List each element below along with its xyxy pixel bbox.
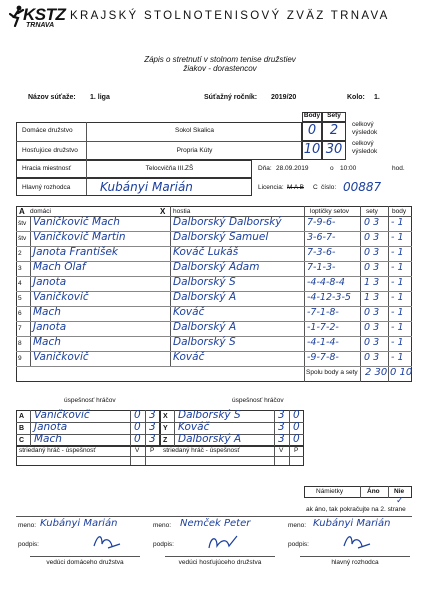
home-team-label: Domáce družstvo <box>22 127 73 134</box>
referee-value: Kubányi Marián <box>100 180 193 194</box>
match-row <box>0 261 424 276</box>
home-role: vedúci domáceho družstva <box>46 559 124 566</box>
match-points: - 1 <box>391 292 404 303</box>
match-row-label: 6 <box>18 310 22 317</box>
notes-no-mark: ✓ <box>396 496 404 506</box>
licence-c: C <box>313 184 318 191</box>
success-home-v: 0 <box>134 409 141 421</box>
ref-name-label: meno: <box>288 522 307 529</box>
match-away-player: Dalborský S <box>173 276 236 288</box>
match-score: 3-6-7- <box>307 232 336 243</box>
match-sets: 0 3 <box>364 352 380 363</box>
form-title-line2: žiakov - dorastencov <box>183 64 257 74</box>
match-score: -4-1-4- <box>307 337 339 348</box>
match-score: 7-9-6- <box>307 217 336 228</box>
sub-p-away: P <box>294 447 299 454</box>
match-home-player: Vaničkovič Mach <box>33 216 120 228</box>
match-away-player: Dalborský A <box>173 291 237 303</box>
away-role: vedúci hosťujúceho družstva <box>178 559 262 566</box>
success-away-v: 3 <box>278 433 285 445</box>
venue-label: Hracia miestnosť <box>22 165 72 172</box>
match-score: -9-7-8- <box>307 352 339 363</box>
match-away-player: Dalborský Dalborský <box>173 216 282 228</box>
logo-text: KSTZ <box>23 5 66 24</box>
match-row-label: 4 <box>18 280 22 287</box>
licence-label: Licencia: <box>258 184 284 191</box>
col-body: body <box>392 208 407 215</box>
match-points: - 1 <box>391 217 404 228</box>
logo-sub: TRNAVA <box>26 22 55 29</box>
match-away-player: Dalborský Adam <box>173 261 260 273</box>
success-away-name: Dalborský S <box>178 409 241 421</box>
success-home-row-letter: B <box>19 425 25 432</box>
ref-signature <box>340 532 380 552</box>
match-row <box>0 231 424 246</box>
match-score: 7-3-6- <box>307 247 336 258</box>
success-home-name: Janota <box>34 421 68 433</box>
licence-no-label: číslo: <box>321 184 337 191</box>
match-row <box>0 321 424 336</box>
success-home-p: 3 <box>149 421 156 433</box>
away-team-value: Propria Kúty <box>176 147 213 154</box>
licence-strike: M A B <box>287 184 304 191</box>
success-away-p: 0 <box>293 433 300 445</box>
match-points: - 1 <box>391 307 404 318</box>
away-name-label: meno: <box>153 522 172 529</box>
sub-label-home: striedaný hráč - úspešnosť <box>19 447 96 454</box>
match-row <box>0 216 424 231</box>
success-away-name: Dalborský A <box>178 433 242 445</box>
match-points: - 1 <box>391 322 404 333</box>
match-sets: 0 3 <box>364 322 380 333</box>
home-team-value: Sokol Skalica <box>174 127 215 134</box>
match-row <box>0 276 424 291</box>
match-row <box>0 351 424 366</box>
match-sets: 0 3 <box>364 307 380 318</box>
season-value: 2019/20 <box>271 94 297 101</box>
match-points: - 1 <box>391 232 404 243</box>
match-points: - 1 <box>391 262 404 273</box>
success-home-row-letter: C <box>19 437 25 444</box>
date-label: Dňa: <box>258 165 272 172</box>
home-sety: 2 <box>329 123 339 138</box>
match-points: - 1 <box>391 352 404 363</box>
match-points: - 1 <box>391 277 404 288</box>
match-away-player: Kováč Lukáš <box>173 246 239 258</box>
success-home-v: 0 <box>134 433 141 445</box>
logo <box>9 5 69 35</box>
sub-p-home: P <box>150 447 155 454</box>
match-row-label: štv <box>18 220 27 227</box>
result-label-away: celkový výsledok <box>352 140 378 156</box>
match-home-player: Janota František <box>33 246 118 258</box>
total-body: 0 10 <box>390 367 413 378</box>
match-away-player: Kováč <box>173 306 205 318</box>
success-away-v: 3 <box>278 421 285 433</box>
home-sign-label: podpis: <box>18 541 39 548</box>
match-score: -4-12-3-5 <box>307 292 351 303</box>
form-title-line1: Zápis o stretnutí v stolnom tenise družstiev <box>144 55 296 64</box>
away-team-label: Hosťujúce družstvo <box>22 147 78 154</box>
match-away-player: Dalborský Samuel <box>173 231 269 243</box>
org-name: KRAJSKÝ STOLNOTENISOVÝ ZVÄZ TRNAVA <box>70 10 390 22</box>
match-row-label: štv <box>18 235 27 242</box>
match-home-player: Vaničkovič Martin <box>33 231 126 243</box>
away-name: Nemček Peter <box>180 518 251 529</box>
ref-name: Kubányi Marián <box>313 518 391 529</box>
form-title <box>110 55 330 73</box>
match-home-player: Mach <box>33 306 61 318</box>
sub-label-away: striedaný hráč - úspešnosť <box>163 447 240 454</box>
match-score: -1-7-2- <box>307 322 339 333</box>
time-unit: hod. <box>392 165 405 172</box>
match-row-label: 7 <box>18 325 22 332</box>
success-home-row-letter: A <box>19 413 25 420</box>
home-name: Kubányi Marián <box>40 518 118 529</box>
match-row-label: 9 <box>18 355 22 362</box>
notes-yes: Áno <box>367 488 380 495</box>
match-row <box>0 291 424 306</box>
sub-v-home: V <box>135 447 140 454</box>
success-away-row-letter: X <box>163 413 168 420</box>
date-value: 28.09.2019 <box>276 165 309 172</box>
match-points: - 1 <box>391 337 404 348</box>
ref-sign-label: podpis: <box>288 541 309 548</box>
match-home-player: Vaničkovič <box>33 351 89 363</box>
success-away-name: Kováč <box>178 421 210 433</box>
home-name-label: meno: <box>18 522 37 529</box>
match-away-player: Dalborský A <box>173 321 237 333</box>
match-away-player: Kováč <box>173 351 205 363</box>
time-label: o <box>330 165 334 172</box>
licence-no: 00887 <box>343 180 382 194</box>
match-row <box>0 246 424 261</box>
match-home-player: Vaničkovič <box>33 291 89 303</box>
match-score: 7-1-3- <box>307 262 336 273</box>
match-sets: 0 3 <box>364 217 380 228</box>
match-row-label: 2 <box>18 250 22 257</box>
away-sety: 30 <box>325 142 343 157</box>
success-home-name: Vaničkovič <box>34 409 90 421</box>
match-sets: 0 3 <box>364 232 380 243</box>
match-sets: 0 3 <box>364 247 380 258</box>
result-label-home: celkový výsledok <box>352 121 378 137</box>
venue-value: Telocvičňa III.ZŠ <box>145 165 194 172</box>
ref-role: hlavný rozhodca <box>331 559 379 566</box>
away-signature <box>205 532 245 552</box>
competition-value: 1. liga <box>90 94 110 101</box>
match-row-label: 3 <box>18 265 22 272</box>
sub-v-away: V <box>279 447 284 454</box>
home-body: 0 <box>307 123 317 138</box>
match-score: -7-1-8- <box>307 307 339 318</box>
time-value: 10:00 <box>340 165 357 172</box>
success-away-p: 0 <box>293 421 300 433</box>
match-points: - 1 <box>391 247 404 258</box>
col-sety: sety <box>366 208 378 215</box>
col-a: A <box>19 207 25 216</box>
success-away-row-letter: Y <box>163 425 168 432</box>
notes-label: Námietky <box>316 488 344 495</box>
round-label: Kolo: <box>347 94 365 101</box>
match-away-player: Dalborský S <box>173 336 236 348</box>
competition-label: Názov súťaže: <box>28 94 76 101</box>
match-row-label: 5 <box>18 295 22 302</box>
round-value: 1. <box>374 94 380 101</box>
success-home-v: 0 <box>134 421 141 433</box>
total-sety: 2 30 <box>365 367 388 378</box>
away-body: 10 <box>303 142 321 157</box>
season-label: Súťažný ročník: <box>204 94 258 101</box>
success-head-home: úspešnosť hráčov <box>64 397 116 404</box>
notes-no: Nie <box>394 488 405 495</box>
success-away-row-letter: Z <box>163 437 168 444</box>
continue-note: ak áno, tak pokračujte na 2. strane <box>306 506 406 513</box>
col-x: X <box>160 207 166 216</box>
match-home-player: Janota <box>33 321 67 333</box>
match-score: -4-4-8-4 <box>307 277 345 288</box>
success-home-name: Mach <box>34 433 62 445</box>
match-sets: 1 3 <box>364 277 380 288</box>
match-sets: 0 3 <box>364 337 380 348</box>
col-loptickove: loptičky setov <box>310 208 350 215</box>
match-home-player: Mach <box>33 336 61 348</box>
match-sets: 1 3 <box>364 292 380 303</box>
success-home-p: 3 <box>149 433 156 445</box>
col-hostia: hostia <box>173 208 191 215</box>
total-label: Spolu body a sety <box>306 369 358 376</box>
col-domaci: domáci <box>30 208 51 215</box>
match-home-player: Mach Olaf <box>33 261 86 273</box>
match-home-player: Janota <box>33 276 67 288</box>
match-row <box>0 306 424 321</box>
match-row-label: 8 <box>18 340 22 347</box>
success-head-away: úspešnosť hráčov <box>232 397 284 404</box>
referee-label: Hlavný rozhodca <box>22 184 71 191</box>
success-away-v: 3 <box>278 409 285 421</box>
home-signature <box>90 532 130 552</box>
match-row <box>0 336 424 351</box>
away-sign-label: podpis: <box>153 541 174 548</box>
match-sets: 0 3 <box>364 262 380 273</box>
success-home-p: 3 <box>149 409 156 421</box>
success-away-p: 0 <box>293 409 300 421</box>
